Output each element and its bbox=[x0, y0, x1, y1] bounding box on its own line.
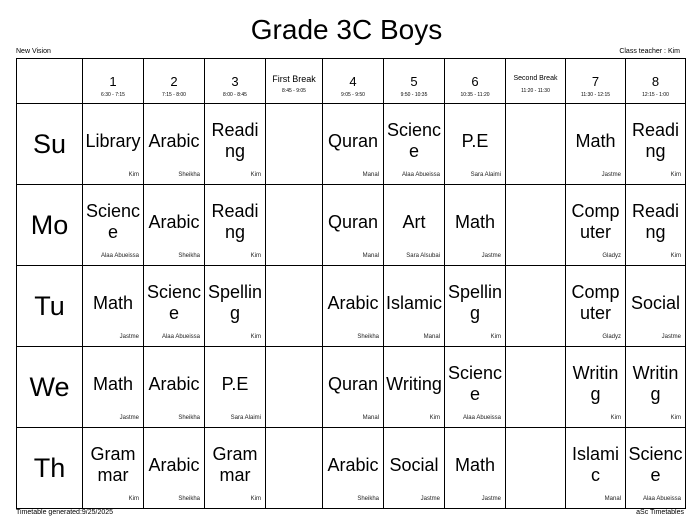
day-row bbox=[17, 428, 686, 509]
subject-label: Math bbox=[575, 130, 616, 151]
teacher-label: Kim bbox=[250, 334, 261, 340]
teacher-label: Kim bbox=[128, 172, 139, 178]
lesson-cell bbox=[626, 104, 686, 185]
teacher-label: Manal bbox=[423, 334, 440, 340]
break-cell bbox=[266, 104, 323, 185]
subject-label: Writing bbox=[572, 363, 619, 404]
teacher-label: Alaa Abueissa bbox=[462, 415, 501, 421]
lesson-cell bbox=[626, 428, 686, 509]
teacher-label: Manal bbox=[604, 496, 621, 502]
teacher-label: Kim bbox=[128, 496, 139, 502]
subject-label: Science bbox=[447, 363, 503, 404]
subject-label: Math bbox=[92, 292, 134, 313]
period-header: 8 12:15 - 1:00 bbox=[626, 59, 686, 104]
corner-cell bbox=[17, 59, 83, 104]
subject-label: Science bbox=[146, 282, 202, 323]
break-header: Second Break 11:20 - 11:30 bbox=[506, 59, 566, 104]
subject-label: Arabic bbox=[148, 130, 200, 151]
lesson-cell bbox=[445, 266, 506, 347]
teacher-label: Manal bbox=[362, 253, 379, 259]
brand-label: aSc Timetables bbox=[636, 509, 684, 516]
period-header: 7 11:30 - 12:15 bbox=[566, 59, 626, 104]
subject-label: Quran bbox=[327, 130, 379, 151]
subject-label: Spelling bbox=[207, 282, 263, 323]
teacher-label: Gladyz bbox=[602, 334, 621, 340]
subject-label: Writing bbox=[386, 373, 442, 394]
teacher-label: Sara Alaimi bbox=[230, 415, 261, 421]
day-row bbox=[17, 104, 686, 185]
lesson-cell bbox=[205, 347, 266, 428]
lesson-cell bbox=[83, 266, 144, 347]
lesson-cell bbox=[205, 266, 266, 347]
teacher-label: Kim bbox=[429, 415, 440, 421]
subject-label: Spelling bbox=[447, 282, 503, 323]
teacher-label: Kim bbox=[610, 415, 621, 421]
period-header-row bbox=[17, 59, 686, 104]
subject-label: Science bbox=[85, 201, 141, 242]
teacher-label: Gladyz bbox=[602, 253, 621, 259]
break-cell bbox=[506, 185, 566, 266]
subject-label: Arabic bbox=[327, 454, 379, 475]
teacher-label: Sheikha bbox=[357, 334, 379, 340]
subject-label: Reading bbox=[211, 201, 259, 242]
teacher-label: Kim bbox=[250, 172, 261, 178]
teacher-label: Kim bbox=[250, 253, 261, 259]
teacher-label: Jastme bbox=[119, 334, 139, 340]
lesson-cell bbox=[384, 185, 445, 266]
school-name: New Vision bbox=[16, 48, 51, 55]
lesson-cell bbox=[566, 266, 626, 347]
break-cell bbox=[266, 185, 323, 266]
lesson-cell bbox=[83, 185, 144, 266]
lesson-cell bbox=[445, 347, 506, 428]
teacher-label: Sheikha bbox=[178, 253, 200, 259]
subject-label: Arabic bbox=[327, 292, 379, 313]
lesson-cell bbox=[205, 185, 266, 266]
subject-label: Arabic bbox=[148, 211, 200, 232]
lesson-cell bbox=[566, 347, 626, 428]
lesson-cell bbox=[144, 185, 205, 266]
subject-label: Math bbox=[92, 373, 134, 394]
lesson-cell bbox=[566, 428, 626, 509]
day-row bbox=[17, 185, 686, 266]
lesson-cell bbox=[384, 347, 445, 428]
subject-label: P.E bbox=[221, 373, 249, 394]
subject-label: Reading bbox=[211, 120, 259, 161]
period-header: 2 7:15 - 8:00 bbox=[144, 59, 205, 104]
lesson-cell bbox=[83, 104, 144, 185]
lesson-cell bbox=[323, 428, 384, 509]
lesson-cell bbox=[626, 347, 686, 428]
subject-label: Math bbox=[454, 211, 496, 232]
teacher-label: Jastme bbox=[481, 496, 501, 502]
lesson-cell bbox=[445, 104, 506, 185]
subject-label: Grammar bbox=[212, 444, 258, 485]
teacher-label: Sheikha bbox=[178, 172, 200, 178]
subject-label: Islamic bbox=[571, 444, 619, 485]
subject-label: Social bbox=[630, 292, 681, 313]
teacher-label: Jastme bbox=[601, 172, 621, 178]
break-cell bbox=[266, 347, 323, 428]
teacher-label: Jastme bbox=[661, 334, 681, 340]
period-header: 3 8:00 - 8:45 bbox=[205, 59, 266, 104]
period-header: 4 9:05 - 9:50 bbox=[323, 59, 384, 104]
generated-date: Timetable generated:9/25/2025 bbox=[16, 509, 114, 516]
subject-label: Social bbox=[389, 454, 439, 475]
subject-label: Science bbox=[386, 120, 442, 161]
teacher-label: Sara Alsubai bbox=[406, 253, 440, 259]
teacher-label: Kim bbox=[670, 253, 681, 259]
lesson-cell bbox=[323, 347, 384, 428]
lesson-cell bbox=[205, 104, 266, 185]
subject-label: P.E bbox=[461, 130, 489, 151]
lesson-cell bbox=[566, 104, 626, 185]
subject-label: Quran bbox=[327, 211, 379, 232]
subject-label: Writing bbox=[632, 363, 679, 404]
subject-label: Reading bbox=[631, 120, 680, 161]
subject-label: Library bbox=[85, 130, 141, 151]
day-row bbox=[17, 347, 686, 428]
lesson-cell bbox=[144, 104, 205, 185]
teacher-label: Sheikha bbox=[178, 496, 200, 502]
teacher-label: Jastme bbox=[481, 253, 501, 259]
teacher-label: Jastme bbox=[420, 496, 440, 502]
lesson-cell bbox=[626, 185, 686, 266]
teacher-label: Alaa Abueissa bbox=[401, 172, 440, 178]
subject-label: Arabic bbox=[148, 454, 200, 475]
period-header: 6 10:35 - 11:20 bbox=[445, 59, 506, 104]
subject-label: Islamic bbox=[386, 292, 443, 313]
subject-label: Reading bbox=[631, 201, 680, 242]
subject-label: Arabic bbox=[148, 373, 200, 394]
subject-label: Computer bbox=[571, 282, 620, 323]
lesson-cell bbox=[445, 185, 506, 266]
lesson-cell bbox=[83, 347, 144, 428]
teacher-label: Kim bbox=[670, 172, 681, 178]
break-cell bbox=[266, 266, 323, 347]
lesson-cell bbox=[626, 266, 686, 347]
day-label: Mo bbox=[17, 185, 83, 266]
day-label: Th bbox=[17, 428, 83, 509]
page-title: Grade 3C Boys bbox=[250, 14, 443, 45]
break-cell bbox=[506, 266, 566, 347]
lesson-cell bbox=[144, 428, 205, 509]
subject-label: Quran bbox=[327, 373, 379, 394]
teacher-label: Alaa Abueissa bbox=[100, 253, 139, 259]
lesson-cell bbox=[384, 266, 445, 347]
teacher-label: Kim bbox=[670, 415, 681, 421]
subject-label: Art bbox=[402, 211, 426, 232]
break-cell bbox=[506, 428, 566, 509]
timetable bbox=[16, 58, 686, 509]
day-label: Su bbox=[17, 104, 83, 185]
lesson-cell bbox=[445, 428, 506, 509]
day-label: Tu bbox=[17, 266, 83, 347]
break-cell bbox=[506, 347, 566, 428]
teacher-label: Kim bbox=[250, 496, 261, 502]
lesson-cell bbox=[205, 428, 266, 509]
lesson-cell bbox=[144, 266, 205, 347]
break-cell bbox=[266, 428, 323, 509]
break-cell bbox=[506, 104, 566, 185]
teacher-label: Manal bbox=[362, 415, 379, 421]
teacher-label: Kim bbox=[490, 334, 501, 340]
lesson-cell bbox=[384, 428, 445, 509]
subject-label: Grammar bbox=[90, 444, 136, 485]
teacher-label: Sara Alaimi bbox=[470, 172, 501, 178]
class-teacher: Class teacher : Kim bbox=[619, 48, 680, 55]
period-header: 1 6:30 - 7:15 bbox=[83, 59, 144, 104]
teacher-label: Sheikha bbox=[357, 496, 379, 502]
lesson-cell bbox=[384, 104, 445, 185]
lesson-cell bbox=[566, 185, 626, 266]
teacher-label: Alaa Abueissa bbox=[161, 334, 200, 340]
subject-label: Math bbox=[454, 454, 496, 475]
lesson-cell bbox=[323, 185, 384, 266]
lesson-cell bbox=[323, 104, 384, 185]
period-header: 5 9:50 - 10:35 bbox=[384, 59, 445, 104]
subject-label: Computer bbox=[571, 201, 620, 242]
day-label: We bbox=[17, 347, 83, 428]
lesson-cell bbox=[323, 266, 384, 347]
teacher-label: Sheikha bbox=[178, 415, 200, 421]
teacher-label: Alaa Abueissa bbox=[642, 496, 681, 502]
lesson-cell bbox=[83, 428, 144, 509]
teacher-label: Jastme bbox=[119, 415, 139, 421]
day-row bbox=[17, 266, 686, 347]
subject-label: Science bbox=[628, 444, 683, 485]
teacher-label: Manal bbox=[362, 172, 379, 178]
lesson-cell bbox=[144, 347, 205, 428]
break-header: First Break 8:45 - 9:05 bbox=[266, 59, 323, 104]
